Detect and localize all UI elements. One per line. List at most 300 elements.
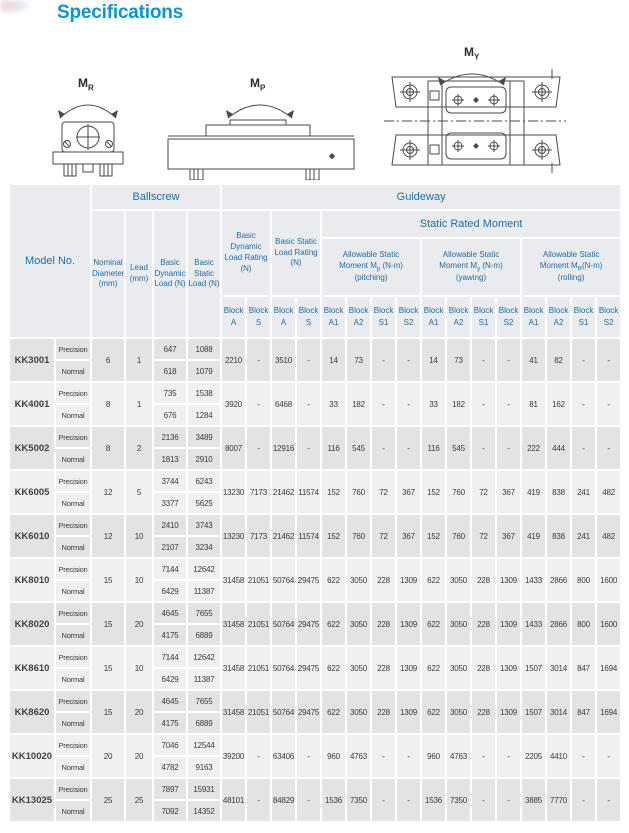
guideway-value-cell: 8007 [222,427,245,469]
basic-static-load-cell: 1088 [188,339,220,359]
basic-dynamic-load-cell: 3377 [154,493,186,513]
guideway-value-cell: 13230 [222,515,245,557]
row-kk6005-precision [10,471,620,491]
grade-precision-cell: Precision [56,779,90,799]
yawing-moment-drawing [384,57,566,177]
header-basic-static-load: Basic Static Load (N) [188,211,220,337]
basic-static-load-cell: 3489 [188,427,220,447]
guideway-value-cell: 33 [422,383,445,425]
moment-symbol-sub: p [376,266,381,273]
guideway-value-cell: 1309 [497,603,520,645]
header-block-s1: Block S1 [472,297,495,337]
grade-normal-cell: Normal [56,493,90,513]
guideway-value-cell: 162 [547,383,570,425]
guideway-value-cell: 2866 [547,559,570,601]
guideway-value-cell: 4763 [447,735,470,777]
guideway-value-cell: 72 [472,471,495,513]
guideway-value-cell: 7770 [547,779,570,821]
header-static-rated-moment: Static Rated Moment [322,211,620,237]
moment-symbol-sub: R [577,266,582,273]
lead-cell: 20 [126,735,152,777]
guideway-value-cell: - [497,427,520,469]
basic-static-load-cell: 2910 [188,449,220,469]
guideway-value-cell: - [247,383,270,425]
header-block-s2: Block S2 [497,297,520,337]
guideway-value-cell: - [472,427,495,469]
guideway-value-cell: 622 [322,647,345,689]
model-no-cell: KK5002 [10,427,54,469]
row-kk8610-precision [10,647,620,667]
guideway-value-cell: 3510 [272,339,295,381]
guideway-value-cell: 1536 [422,779,445,821]
lead-cell: 2 [126,427,152,469]
guideway-value-cell: - [372,427,395,469]
guideway-value-cell: 182 [347,383,370,425]
moment-label-text: M [464,45,474,59]
moment-label-sub: Y [474,52,480,62]
guideway-value-cell: - [572,735,595,777]
header-moment-rolling [522,239,620,295]
nominal-diameter-cell: 15 [92,691,124,733]
spec-table-body [10,339,620,821]
basic-dynamic-load-cell: 4175 [154,625,186,645]
guideway-value-cell: 14 [422,339,445,381]
header-block-a: Block A [222,297,245,337]
basic-static-load-cell: 9163 [188,757,220,777]
guideway-value-cell: 622 [422,559,445,601]
model-no-cell: KK8010 [10,559,54,601]
guideway-value-cell: 3050 [347,603,370,645]
guideway-value-cell: 3050 [447,691,470,733]
guideway-value-cell: 3050 [447,647,470,689]
grade-normal-cell: Normal [56,537,90,557]
grade-precision-cell: Precision [56,647,90,667]
header-moment-pitching [322,239,420,295]
guideway-value-cell: 3050 [347,691,370,733]
basic-dynamic-load-cell: 7092 [154,801,186,821]
header-sub-row [10,211,620,237]
guideway-value-cell: - [297,383,320,425]
basic-dynamic-load-cell: 4782 [154,757,186,777]
lead-cell: 10 [126,559,152,601]
basic-static-load-cell: 1284 [188,405,220,425]
basic-dynamic-load-cell: 4645 [154,691,186,711]
guideway-value-cell: 14 [322,339,345,381]
diagram-yawing-moment [384,45,566,177]
header-block-a2: Block A2 [447,297,470,337]
grade-precision-cell: Precision [56,339,90,359]
guideway-value-cell: 800 [572,603,595,645]
moment-line3: (yawing) [455,273,487,283]
header-ballscrew: Ballscrew [92,185,220,209]
guideway-value-cell: 838 [547,515,570,557]
guideway-value-cell: 33 [322,383,345,425]
guideway-value-cell: 1433 [522,559,545,601]
guideway-value-cell: - [497,779,520,821]
guideway-value-cell: 800 [572,559,595,601]
header-basic-dynamic-load: Basic Dynamic Load (N) [154,211,186,337]
basic-dynamic-load-cell: 7144 [154,559,186,579]
diagram-pitching-moment [166,76,356,180]
guideway-value-cell: - [247,735,270,777]
moment-symbol-sub: y [477,266,481,273]
guideway-value-cell: 152 [422,515,445,557]
guideway-value-cell: 960 [322,735,345,777]
header-block-a1: Block A1 [422,297,445,337]
guideway-value-cell: - [497,735,520,777]
basic-static-load-cell: 7655 [188,691,220,711]
basic-static-load-cell: 5625 [188,493,220,513]
basic-static-load-cell: 14352 [188,801,220,821]
guideway-value-cell: 21051 [247,603,270,645]
lead-cell: 10 [126,647,152,689]
moment-line1: Allowable Static [542,249,600,259]
grade-normal-cell: Normal [56,757,90,777]
guideway-value-cell: 72 [372,515,395,557]
moment-label-sub: P [260,83,266,93]
guideway-value-cell: 1694 [597,647,620,689]
guideway-value-cell: 760 [347,515,370,557]
moment-line1: Allowable Static [342,249,400,259]
guideway-value-cell: - [597,427,620,469]
guideway-value-cell: 622 [422,603,445,645]
basic-static-load-cell: 15931 [188,779,220,799]
header-guideway: Guideway [222,185,620,209]
guideway-value-cell: 1309 [497,559,520,601]
header-block-a1: Block A1 [322,297,345,337]
guideway-value-cell: 50764 [272,691,295,733]
guideway-value-cell: 482 [597,471,620,513]
guideway-value-cell: 31458 [222,603,245,645]
basic-dynamic-load-cell: 6429 [154,581,186,601]
guideway-value-cell: 444 [547,427,570,469]
guideway-value-cell: 228 [472,559,495,601]
basic-static-load-cell: 11387 [188,669,220,689]
guideway-value-cell: 4410 [547,735,570,777]
header-lead: Lead (mm) [126,211,152,337]
guideway-value-cell: 482 [597,515,620,557]
guideway-value-cell: 41 [522,339,545,381]
guideway-value-cell: - [247,427,270,469]
grade-normal-cell: Normal [56,625,90,645]
guideway-value-cell: - [472,383,495,425]
guideway-value-cell: - [572,779,595,821]
moment-symbol: Moment M [439,260,478,270]
guideway-value-cell: 3050 [447,603,470,645]
guideway-value-cell: 29475 [297,647,320,689]
guideway-value-cell: - [597,383,620,425]
guideway-value-cell: 13230 [222,471,245,513]
moment-unit: (N-m) [380,260,403,270]
guideway-value-cell: 2205 [522,735,545,777]
guideway-value-cell: 3050 [347,559,370,601]
guideway-value-cell: 11574 [297,515,320,557]
grade-normal-cell: Normal [56,713,90,733]
guideway-value-cell: 72 [372,471,395,513]
grade-precision-cell: Precision [56,515,90,535]
lead-cell: 5 [126,471,152,513]
guideway-value-cell: 228 [372,559,395,601]
specifications-table [8,183,622,823]
guideway-value-cell: 1536 [322,779,345,821]
guideway-value-cell: 847 [572,691,595,733]
header-model-no: Model No. [10,185,90,337]
row-kk8020-precision [10,603,620,623]
guideway-value-cell: - [397,735,420,777]
pitching-moment-drawing [166,88,356,180]
page-title: Specifications [57,2,184,23]
guideway-value-cell: 3050 [347,647,370,689]
row-kk6010-precision [10,515,620,535]
model-no-cell: KK8020 [10,603,54,645]
guideway-value-cell: 7173 [247,515,270,557]
guideway-value-cell: 228 [472,691,495,733]
basic-static-load-cell: 12544 [188,735,220,755]
grade-precision-cell: Precision [56,471,90,491]
guideway-value-cell: 11574 [297,471,320,513]
grade-precision-cell: Precision [56,559,90,579]
guideway-value-cell: 152 [322,515,345,557]
guideway-value-cell: - [472,779,495,821]
guideway-value-cell: 1309 [497,647,520,689]
guideway-value-cell: - [397,383,420,425]
row-kk8010-precision [10,559,620,579]
guideway-value-cell: 82 [547,339,570,381]
moment-label-text: M [250,76,260,90]
grade-precision-cell: Precision [56,427,90,447]
guideway-value-cell: 419 [522,515,545,557]
guideway-value-cell: 228 [472,603,495,645]
guideway-value-cell: - [372,735,395,777]
basic-static-load-cell: 3743 [188,515,220,535]
grade-precision-cell: Precision [56,383,90,403]
basic-static-load-cell: 3234 [188,537,220,557]
guideway-value-cell: 3050 [447,559,470,601]
guideway-value-cell: 21051 [247,647,270,689]
header-block-s1: Block S1 [572,297,595,337]
nominal-diameter-cell: 6 [92,339,124,381]
guideway-value-cell: 228 [372,691,395,733]
guideway-value-cell: 1694 [597,691,620,733]
guideway-value-cell: 241 [572,471,595,513]
guideway-value-cell: 1507 [522,691,545,733]
guideway-value-cell: 3014 [547,691,570,733]
guideway-value-cell: - [372,779,395,821]
nominal-diameter-cell: 12 [92,515,124,557]
guideway-value-cell: 152 [322,471,345,513]
header-dynamic-load-rating: Basic Dynamic Load Rating (N) [222,211,270,295]
guideway-value-cell: 4763 [347,735,370,777]
guideway-value-cell: 31458 [222,559,245,601]
diagram-rolling-moment [36,76,148,180]
nominal-diameter-cell: 15 [92,559,124,601]
guideway-value-cell: 545 [447,427,470,469]
row-kk13025-precision [10,779,620,799]
guideway-value-cell: 84829 [272,779,295,821]
basic-dynamic-load-cell: 647 [154,339,186,359]
lead-cell: 20 [126,603,152,645]
guideway-value-cell: 760 [447,471,470,513]
guideway-value-cell: 2210 [222,339,245,381]
nominal-diameter-cell: 8 [92,427,124,469]
guideway-value-cell: - [297,339,320,381]
guideway-value-cell: 1600 [597,603,620,645]
guideway-value-cell: 50764 [272,647,295,689]
guideway-value-cell: 1309 [397,559,420,601]
lead-cell: 25 [126,779,152,821]
guideway-value-cell: 7350 [447,779,470,821]
header-block-a2: Block A2 [547,297,570,337]
guideway-value-cell: 228 [372,603,395,645]
guideway-value-cell: 228 [372,647,395,689]
guideway-value-cell: 152 [422,471,445,513]
nominal-diameter-cell: 8 [92,383,124,425]
guideway-value-cell: 1309 [397,691,420,733]
guideway-value-cell: - [297,779,320,821]
guideway-value-cell: 73 [447,339,470,381]
basic-dynamic-load-cell: 7897 [154,779,186,799]
moment-label-text: M [78,76,88,90]
lead-cell: 10 [126,515,152,557]
guideway-value-cell: - [247,339,270,381]
guideway-value-cell: 31458 [222,647,245,689]
guideway-value-cell: - [372,339,395,381]
grade-normal-cell: Normal [56,449,90,469]
guideway-value-cell: 222 [522,427,545,469]
lead-cell: 20 [126,691,152,733]
header-block-s2: Block S2 [597,297,620,337]
guideway-value-cell: 622 [322,559,345,601]
model-no-cell: KK13025 [10,779,54,821]
header-block-s2: Block S2 [397,297,420,337]
moment-symbol: Moment M [539,260,578,270]
moment-unit: (N-m) [480,260,503,270]
grade-normal-cell: Normal [56,361,90,381]
corner-artifact [0,0,30,14]
model-no-cell: KK6005 [10,471,54,513]
guideway-value-cell: 21462 [272,515,295,557]
guideway-value-cell: 622 [322,603,345,645]
header-block-s: Block S [247,297,270,337]
row-kk3001-precision [10,339,620,359]
model-no-cell: KK10020 [10,735,54,777]
model-no-cell: KK8620 [10,691,54,733]
guideway-value-cell: 29475 [297,603,320,645]
guideway-value-cell: - [597,339,620,381]
nominal-diameter-cell: 15 [92,603,124,645]
basic-dynamic-load-cell: 2107 [154,537,186,557]
guideway-value-cell: 3014 [547,647,570,689]
grade-normal-cell: Normal [56,405,90,425]
guideway-value-cell: - [472,339,495,381]
guideway-value-cell: - [572,427,595,469]
guideway-value-cell: 367 [497,471,520,513]
guideway-value-cell: 960 [422,735,445,777]
guideway-value-cell: 3920 [222,383,245,425]
guideway-value-cell: 21462 [272,471,295,513]
guideway-value-cell: - [297,735,320,777]
guideway-value-cell: 760 [347,471,370,513]
header-block-s: Block S [297,297,320,337]
guideway-value-cell: 622 [422,647,445,689]
nominal-diameter-cell: 20 [92,735,124,777]
guideway-value-cell: 622 [322,691,345,733]
guideway-value-cell: 1309 [397,603,420,645]
guideway-value-cell: 81 [522,383,545,425]
grade-precision-cell: Precision [56,691,90,711]
model-no-cell: KK4001 [10,383,54,425]
basic-dynamic-load-cell: 618 [154,361,186,381]
guideway-value-cell: - [497,383,520,425]
guideway-value-cell: 73 [347,339,370,381]
header-block-a: Block A [272,297,295,337]
row-kk5002-precision [10,427,620,447]
grade-precision-cell: Precision [56,603,90,623]
basic-dynamic-load-cell: 3744 [154,471,186,491]
basic-dynamic-load-cell: 676 [154,405,186,425]
grade-precision-cell: Precision [56,735,90,755]
header-block-a1: Block A1 [522,297,545,337]
guideway-value-cell: 182 [447,383,470,425]
rolling-moment-drawing [36,88,148,180]
model-no-cell: KK8610 [10,647,54,689]
moment-line1: Allowable Static [442,249,500,259]
guideway-value-cell: 116 [422,427,445,469]
nominal-diameter-cell: 15 [92,647,124,689]
moment-symbol: Moment M [339,260,377,270]
basic-static-load-cell: 6243 [188,471,220,491]
guideway-value-cell: - [597,735,620,777]
basic-dynamic-load-cell: 735 [154,383,186,403]
guideway-value-cell: 367 [497,515,520,557]
guideway-value-cell: 12916 [272,427,295,469]
basic-static-load-cell: 6889 [188,625,220,645]
guideway-value-cell: 29475 [297,691,320,733]
basic-dynamic-load-cell: 7144 [154,647,186,667]
guideway-value-cell: 21051 [247,559,270,601]
guideway-value-cell: - [247,779,270,821]
basic-dynamic-load-cell: 2410 [154,515,186,535]
guideway-value-cell: 367 [397,515,420,557]
guideway-value-cell: - [397,339,420,381]
guideway-value-cell: - [397,427,420,469]
model-no-cell: KK3001 [10,339,54,381]
row-kk4001-precision [10,383,620,403]
guideway-value-cell: - [597,779,620,821]
guideway-value-cell: 21051 [247,691,270,733]
basic-static-load-cell: 6889 [188,713,220,733]
model-no-cell: KK6010 [10,515,54,557]
guideway-value-cell: 847 [572,647,595,689]
guideway-value-cell: - [372,383,395,425]
basic-dynamic-load-cell: 7046 [154,735,186,755]
guideway-value-cell: 72 [472,515,495,557]
basic-dynamic-load-cell: 1813 [154,449,186,469]
guideway-value-cell: 1309 [397,647,420,689]
guideway-value-cell: 39200 [222,735,245,777]
moment-line3: (rolling) [557,273,585,283]
row-kk8620-precision [10,691,620,711]
nominal-diameter-cell: 12 [92,471,124,513]
guideway-value-cell: - [497,339,520,381]
grade-normal-cell: Normal [56,801,90,821]
basic-static-load-cell: 12642 [188,559,220,579]
guideway-value-cell: 63406 [272,735,295,777]
nominal-diameter-cell: 25 [92,779,124,821]
guideway-value-cell: 31458 [222,691,245,733]
basic-dynamic-load-cell: 6429 [154,669,186,689]
guideway-value-cell: 367 [397,471,420,513]
